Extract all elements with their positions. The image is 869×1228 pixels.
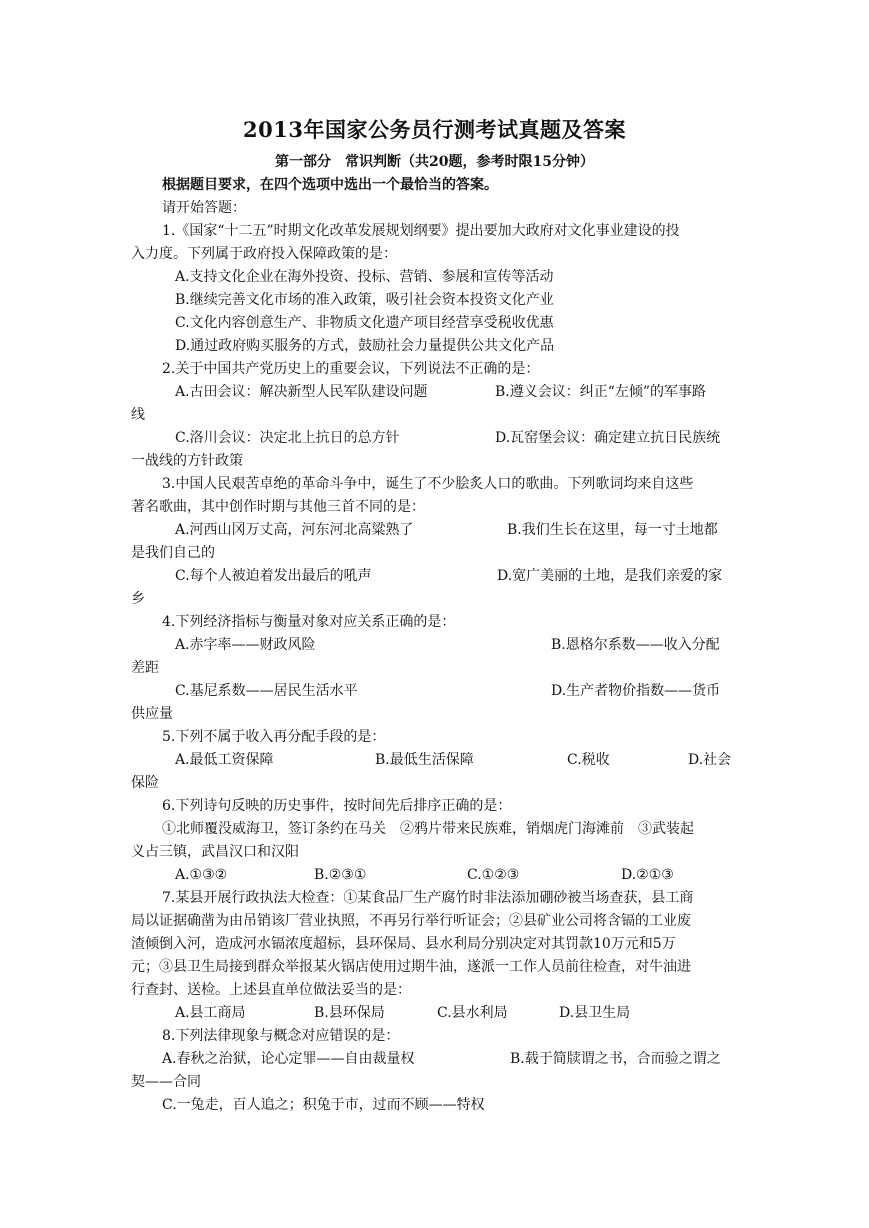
question-8: 8.下列法律现象与概念对应错误的是： — [162, 1028, 400, 1044]
section-heading: 第一部分 常识判断（共20题，参考时限15分钟） — [275, 154, 594, 170]
question-6-verses: 义占三镇，武昌汉口和汉阳 — [131, 844, 299, 860]
option-b: B.继续完善文化市场的准入政策，吸引社会资本投资文化产业 — [175, 292, 554, 308]
option-a: A.赤字率——财政风险 — [175, 637, 316, 653]
option-c: C.文化内容创意生产、非物质文化遗产项目经营享受税收优惠 — [175, 315, 554, 331]
option-b: B.载于简牍谓之书，合而验之谓之 — [510, 1051, 721, 1067]
option-c: C.基尼系数——居民生活水平 — [175, 683, 358, 699]
option-d: D.②①③ — [621, 867, 674, 883]
option-b: B.我们生长在这里，每一寸土地都 — [507, 522, 718, 538]
question-7-line: 渣倾倒入河，造成河水镉浓度超标，县环保局、县水利局分别决定对其罚款10万元和5万 — [131, 936, 676, 952]
option-d: D.宽广美丽的土地，是我们亲爱的家 — [497, 568, 723, 584]
option-c: C.县水利局 — [437, 1005, 508, 1021]
option-a: A.县工商局 — [175, 1005, 246, 1021]
option-a: A.最低工资保障 — [175, 752, 274, 768]
option-d-wrap: 保险 — [131, 775, 159, 791]
question-2: 2.关于中国共产党历史上的重要会议，下列说法不正确的是： — [162, 361, 540, 377]
option-d: D.通过政府购买服务的方式，鼓励社会力量提供公共文化产品 — [175, 338, 555, 354]
option-b: B.遵义会议：纠正“左倾”的军事路 — [495, 384, 707, 400]
option-a: A.①③② — [175, 867, 228, 883]
option-d-wrap: 供应量 — [131, 706, 173, 722]
option-a: A.古田会议：解决新型人民军队建设问题 — [175, 384, 428, 400]
question-4: 4.下列经济指标与衡量对象对应关系正确的是： — [162, 614, 456, 630]
option-b-wrap: 线 — [131, 407, 145, 423]
question-1-line: 入力度。下列属于政府投入保障政策的是： — [131, 246, 397, 262]
option-b: B.②③① — [314, 867, 367, 883]
option-d: D.社会 — [688, 752, 732, 768]
option-a: A.河西山冈万丈高，河东河北高粱熟了 — [175, 522, 414, 538]
option-b-wrap: 契——合同 — [131, 1074, 201, 1090]
option-a: A.春秋之治狱，论心定罪——自由裁量权 — [162, 1051, 415, 1067]
option-b: B.最低生活保障 — [375, 752, 474, 768]
question-7-line: 7.某县开展行政执法大检查：①某食品厂生产腐竹时非法添加硼砂被当场查获，县工商 — [162, 890, 694, 906]
option-b-wrap: 差距 — [131, 660, 159, 676]
option-b-wrap: 是我们自己的 — [131, 545, 215, 561]
option-d: D.瓦窑堡会议：确定建立抗日民族统 — [495, 430, 721, 446]
option-c: C.一兔走，百人追之；积兔于市，过而不顾——特权 — [162, 1097, 485, 1113]
question-7-line: 元；③县卫生局接到群众举报某火锅店使用过期牛油，遂派一工作人员前往检查，对牛油进 — [131, 959, 691, 975]
question-1-line: 1.《国家“十二五”时期文化改革发展规划纲要》提出要加大政府对文化事业建设的投 — [162, 223, 680, 239]
option-c: C.每个人被迫着发出最后的吼声 — [175, 568, 372, 584]
question-6-verses: ①北师覆没威海卫，签订条约在马关 ②鸦片带来民族难，销烟虎门海滩前 ③武装起 — [162, 821, 694, 837]
question-7-line: 行查封、送检。上述县直单位做法妥当的是： — [131, 982, 411, 998]
option-a: A.支持文化企业在海外投资、投标、营销、参展和宣传等活动 — [175, 269, 554, 285]
question-7-line: 局以证据确凿为由吊销该厂营业执照，不再另行举行听证会；②县矿业公司将含镉的工业废 — [131, 913, 691, 929]
question-3-line: 著名歌曲，其中创作时期与其他三首不同的是： — [131, 499, 425, 515]
option-c: C.洛川会议：决定北上抗日的总方针 — [175, 430, 400, 446]
option-b: B.恩格尔系数——收入分配 — [551, 637, 720, 653]
question-3-line: 3.中国人民艰苦卓绝的革命斗争中，诞生了不少脍炙人口的歌曲。下列歌词均来自这些 — [162, 476, 694, 492]
document-title: 2013年国家公务员行测考试真题及答案 — [243, 117, 626, 142]
instruction: 根据题目要求，在四个选项中选出一个最恰当的答案。 — [162, 177, 498, 193]
start-prompt: 请开始答题： — [162, 200, 246, 216]
option-d: D.县卫生局 — [559, 1005, 631, 1021]
option-d-wrap: 一战线的方针政策 — [131, 453, 243, 469]
option-b: B.县环保局 — [314, 1005, 385, 1021]
option-c: C.税收 — [567, 752, 610, 768]
option-d: D.生产者物价指数——货币 — [551, 683, 721, 699]
option-d-wrap: 乡 — [131, 591, 145, 607]
question-6: 6.下列诗句反映的历史事件，按时间先后排序正确的是： — [162, 798, 512, 814]
option-c: C.①②③ — [467, 867, 520, 883]
question-5: 5.下列不属于收入再分配手段的是： — [162, 729, 386, 745]
